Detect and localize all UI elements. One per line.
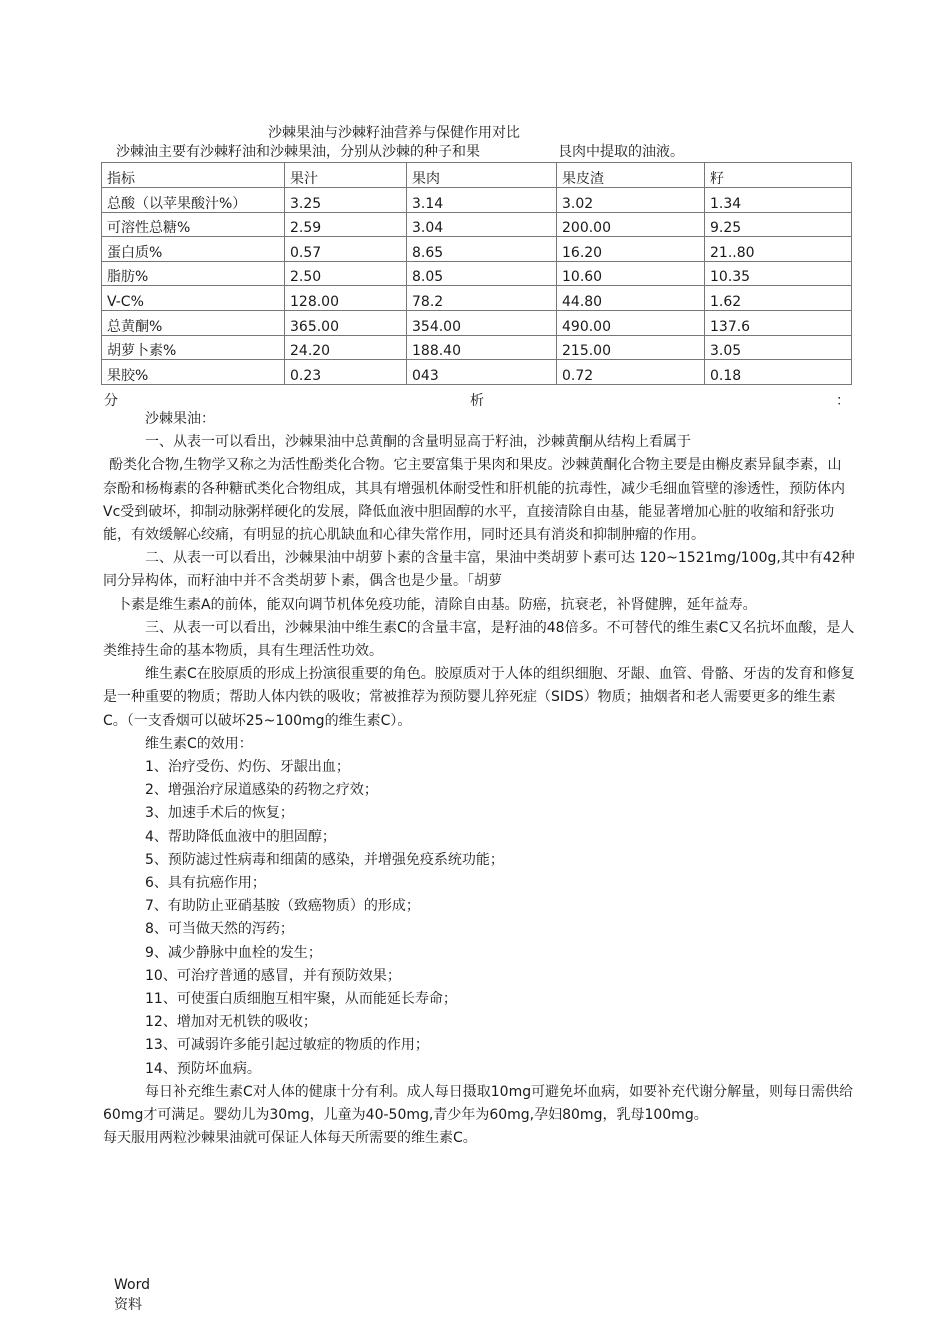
table-cell: 果胶%	[102, 360, 285, 385]
table-cell: 1.62	[705, 286, 852, 311]
intro-text-left: 沙棘油主要有沙棘籽油和沙棘果油，分别从沙棘的种子和果	[116, 144, 480, 160]
list-item: 8、可当做天然的泻药；	[145, 921, 294, 938]
table-row	[102, 286, 852, 311]
table-cell: 蛋白质%	[102, 237, 285, 262]
table-cell: 10.35	[705, 261, 852, 286]
analysis-label-3: ：	[836, 393, 850, 409]
list-item: 10、可治疗普通的感冒，并有预防效果；	[145, 967, 401, 984]
table-cell: V-C%	[102, 286, 285, 311]
table-cell: 200.00	[557, 212, 705, 237]
table-cell: 043	[407, 360, 557, 385]
list-item: 9、减少静脉中血栓的发生；	[145, 944, 322, 961]
table-row	[102, 335, 852, 360]
table-cell: 脂肪%	[102, 261, 285, 286]
analysis-label-1: 分	[104, 393, 118, 409]
table-cell: 3.04	[407, 212, 557, 237]
table-row	[102, 310, 852, 335]
paragraph-3: 三、从表一可以看出，沙棘果油中维生素C的含量丰富，是籽油的48倍多。不可替代的维生素C又名抗坏血酸，是人类维持生命的基本物质，具有生理活性功效。	[103, 619, 855, 660]
document-title: 沙棘果油与沙棘籽油营养与保健作用对比	[268, 125, 520, 141]
table-cell: 188.40	[407, 335, 557, 360]
table-cell: 0.72	[557, 360, 705, 385]
table-cell: 78.2	[407, 286, 557, 311]
table-cell: 2.59	[285, 212, 407, 237]
table-cell: 0.23	[285, 360, 407, 385]
document-body	[103, 408, 855, 1151]
table-cell: 0.57	[285, 237, 407, 262]
table-row	[102, 237, 852, 262]
list-item: 5、预防滤过性病毒和细菌的感染，并增强免疫系统功能；	[145, 851, 504, 868]
table-row	[102, 261, 852, 286]
table-cell: 9.25	[705, 212, 852, 237]
table-header-cell: 籽	[705, 163, 852, 188]
table-cell: 21..80	[705, 237, 852, 262]
paragraph-4: 维生素C在胶原质的形成上扮演很重要的角色。胶原质对于人体的组织细胞、牙龈、血管、骨骼、牙齿的发育和修复是一种重要的物质；帮助人体内铁的吸收；常被推荐为预防婴儿猝死症（SIDS）物质；抽烟者和老人需要更多的维生素C。（一支香烟可以破坏25~100mg的维生素C）。	[103, 666, 855, 729]
table-cell: 1.34	[705, 188, 852, 213]
nutrition-table	[101, 162, 852, 385]
table-cell: 3.25	[285, 188, 407, 213]
list-item: 11、可使蛋白质细胞互相牢聚，从而能延长寿命；	[145, 991, 457, 1008]
intro-text-right: 艮肉中提取的油液。	[558, 144, 684, 160]
table-cell: 胡萝卜素%	[102, 335, 285, 360]
list-item: 2、增强治疗尿道感染的药物之疗效；	[145, 782, 378, 799]
table-cell: 215.00	[557, 335, 705, 360]
list-item: 14、预防坏血病。	[145, 1060, 261, 1077]
paragraph-1a: 一、从表一可以看出，沙棘果油中总黄酮的含量明显高于籽油，沙棘黄酮从结构上看属于	[145, 434, 691, 451]
table-cell: 365.00	[285, 310, 407, 335]
table-cell: 44.80	[557, 286, 705, 311]
list-item: 12、增加对无机铁的吸收；	[145, 1014, 317, 1031]
paragraph-5: 每日补充维生素C对人体的健康十分有利。成人每日摄取10mg可避免坏血病，如要补充代谢分解量，则每日需供给60mg才可满足。婴幼儿为30mg，儿童为40-50mg,青少年为60mg,孕妇80mg，乳母100mg。	[103, 1083, 854, 1124]
paragraph-1b: 酚类化合物,生物学又称之为活性酚类化合物。它主要富集于果肉和果皮。沙棘黄酮化合物主要是由槲皮素异鼠李素，山奈酚和杨梅素的各种糖甙类化合物组成，其具有增强机体耐受性和肝机能的抗毒性，减少毛细血管壁的渗透性，预防体内Vc受到破坏，抑制动脉粥样硬化的发展，降低血液中胆固醇的水平，直接清除自由基，能显著增加心脏的收缩和舒张功能，有效缓解心绞痛，有明显的抗心肌缺血和心律失常作用，同时还具有消炎和抑制肿瘤的作用。	[103, 457, 845, 544]
table-cell: 10.60	[557, 261, 705, 286]
table-header-cell: 果汁	[285, 163, 407, 188]
table-row	[102, 188, 852, 213]
table-cell: 354.00	[407, 310, 557, 335]
table-cell: 128.00	[285, 286, 407, 311]
paragraph-2a: 二、从表一可以看出，沙棘果油中胡萝卜素的含量丰富，果油中类胡萝卜素可达 120~1521mg/100g,其中有42种同分异构体，而籽油中并不含类胡萝卜素，偶含也是少量。「胡萝	[103, 550, 855, 590]
effects-heading: 维生素C的效用：	[145, 735, 253, 752]
list-item: 1、治疗受伤、灼伤、牙龈出血；	[145, 759, 350, 776]
table-cell: 2.50	[285, 261, 407, 286]
table-cell: 3.05	[705, 335, 852, 360]
table-cell: 24.20	[285, 335, 407, 360]
table-header-cell: 果肉	[407, 163, 557, 188]
list-item: 13、可减弱许多能引起过敏症的物质的作用；	[145, 1037, 429, 1054]
table-cell: 8.65	[407, 237, 557, 262]
analysis-label-2: 析	[470, 393, 484, 409]
table-header-cell: 果皮渣	[557, 163, 705, 188]
table-header-row	[102, 163, 852, 188]
table-cell: 可溶性总糖%	[102, 212, 285, 237]
list-item: 7、有助防止亚硝基胺（致癌物质）的形成；	[145, 898, 420, 915]
table-cell: 0.18	[705, 360, 852, 385]
effects-list	[103, 756, 855, 1081]
table-header-cell: 指标	[102, 163, 285, 188]
table-row	[102, 212, 852, 237]
list-item: 4、帮助降低血液中的胆固醇；	[145, 828, 336, 845]
list-item: 3、加速手术后的恢复；	[145, 805, 294, 822]
table-cell: 137.6	[705, 310, 852, 335]
table-cell: 3.14	[407, 188, 557, 213]
paragraph-2b: 卜素是维生素A的前体，能双向调节机体免疫功能，清除自由基。防癌，抗衰老，补肾健脾，延年益寿。	[117, 596, 757, 613]
table-cell: 16.20	[557, 237, 705, 262]
table-cell: 8.05	[407, 261, 557, 286]
section-heading: 沙棘果油：	[145, 411, 215, 427]
table-row	[102, 360, 852, 385]
table-cell: 总黄酮%	[102, 310, 285, 335]
footer-label: Word资料	[114, 1277, 150, 1313]
list-item: 6、具有抗癌作用；	[145, 875, 266, 892]
paragraph-6: 每天服用两粒沙棘果油就可保证人体每天所需要的维生素C。	[103, 1130, 477, 1147]
table-cell: 总酸（以苹果酸汁%）	[102, 188, 285, 213]
table-cell: 490.00	[557, 310, 705, 335]
table-cell: 3.02	[557, 188, 705, 213]
